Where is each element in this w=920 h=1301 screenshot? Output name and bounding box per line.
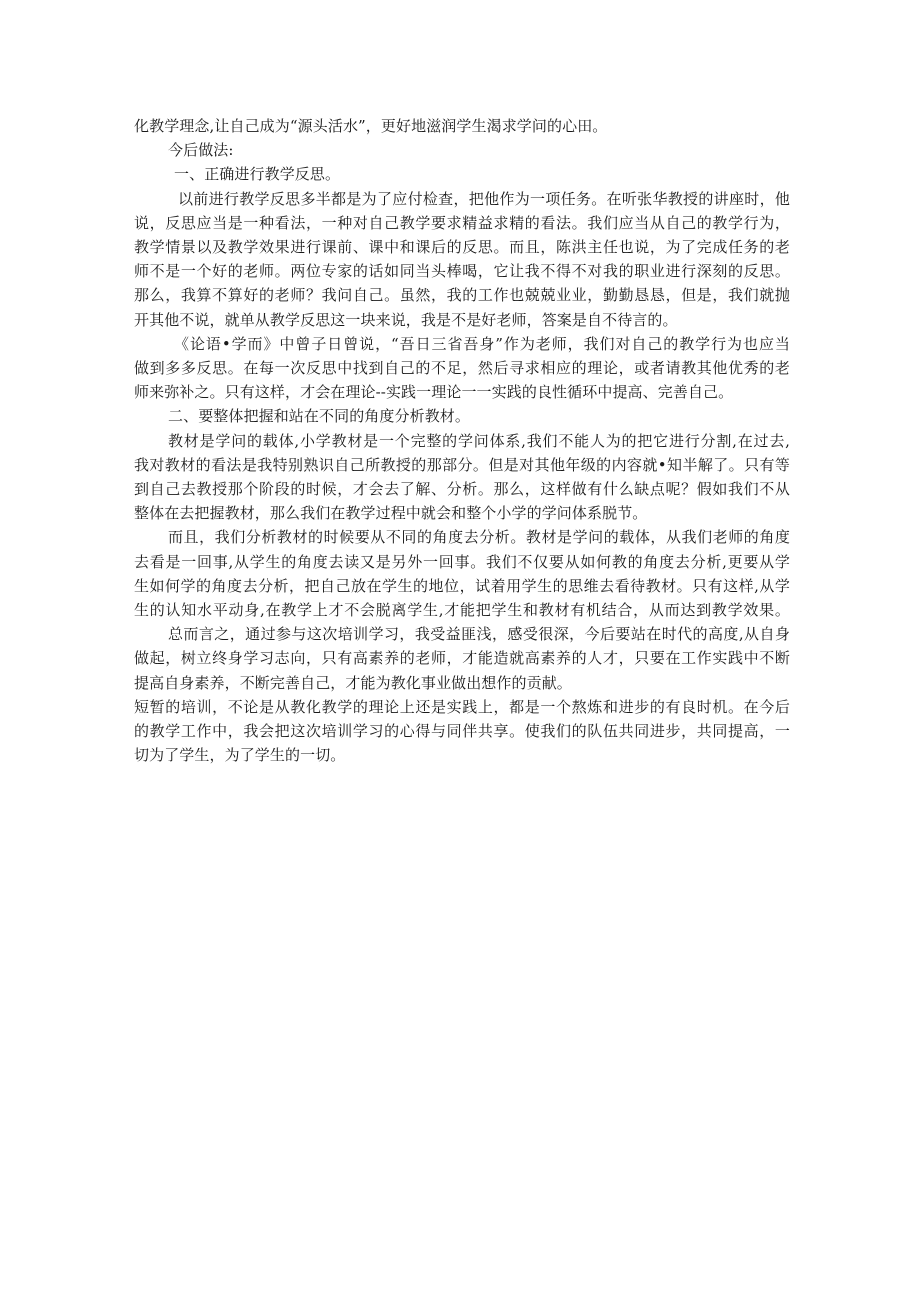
text-line: 到自己去教授那个阶段的时候，才会去了解、分析。那么，这样做有什么缺点呢？假如我们不从 <box>134 480 790 499</box>
text-line: 生如何学的角度去分析，把自己放在学生的地位，试着用学生的思维去看待教材。只有这样,从学 <box>134 576 790 595</box>
text-line: 教材是学问的载体,小学教材是一个完整的学问体系,我们不能人为的把它进行分割,在过去, <box>168 431 790 450</box>
text-line: 师不是一个好的老师。两位专家的话如同当头棒喝，它让我不得不对我的职业进行深刻的反思。 <box>134 262 790 281</box>
text-line: 而且，我们分析教材的时候要从不同的角度去分析。教材是学问的载体，从我们老师的角度 <box>168 528 790 547</box>
text-line: 短暂的培训，不论是从教化教学的理论上还是实践上，都是一个熬炼和进步的有良时机。在今后 <box>134 697 790 716</box>
text-line: 二、要整体把握和站在不同的角度分析教材。 <box>168 407 471 426</box>
text-line: 总而言之，通过参与这次培训学习，我受益匪浅，感受很深，今后要站在时代的高度,从自身 <box>168 625 790 644</box>
text-line: 做到多多反思。在每一次反思中找到自己的不足，然后寻求相应的理论，或者请教其他优秀的老 <box>134 359 790 378</box>
text-line: 我对教材的看法是我特别熟识自己所教授的那部分。但是对其他年级的内容就•知半解了。只有等 <box>134 455 790 474</box>
text-line: 今后做法: <box>168 141 234 160</box>
text-line: 师来弥补之。只有这样，才会在理论--实践一理论一一实践的良性循环中提高、完善自己。 <box>134 383 734 402</box>
text-line: 那么，我算不算好的老师？我问自己。虽然，我的工作也兢兢业业，勤勤恳恳，但是，我们就抛 <box>134 286 790 305</box>
text-line: 化教学理念,让自己成为“源头活水”，更好地滋润学生渴求学问的心田。 <box>134 117 608 135</box>
text-line: 开其他不说，就单从教学反思这一块来说，我是不是好老师，答案是自不待言的。 <box>134 310 678 329</box>
text-line: 以前进行教学反思多半都是为了应付检查，把他作为一项任务。在听张华教授的讲座时，他 <box>178 189 790 208</box>
text-line: 切为了学生，为了学生的一切。 <box>134 746 346 765</box>
text-line: 《论语•学而》中曾子日曾说，“吾日三省吾身”作为老师，我们对自己的教学行为也应当 <box>174 334 790 353</box>
text-line: 教学情景以及教学效果进行课前、课中和课后的反思。而且，陈洪主任也说，为了完成任务的老 <box>134 238 790 257</box>
text-line: 提高自身素养，不断完善自己，才能为教化事业做出想作的贡献。 <box>134 673 572 692</box>
text-line: 说，反思应当是一种看法，一种对自己教学要求精益求精的看法。我们应当从自己的教学行为， <box>134 213 790 232</box>
text-line: 的教学工作中，我会把这次培训学习的心得与同伴共享。使我们的队伍共同进步，共同提高，一 <box>134 722 790 741</box>
text-line: 生的认知水平动身,在教学上才不会脱离学生,才能把学生和教材有机结合，从而达到教学效果。 <box>134 601 790 620</box>
text-line: 去看是一回事,从学生的角度去读又是另外一回事。我们不仅要从如何教的角度去分析,更要从学 <box>134 552 790 571</box>
text-line: 一、正确进行教学反思。 <box>174 165 341 184</box>
text-line: 整体在去把握教材，那么我们在教学过程中就会和整个小学的学问体系脱节。 <box>134 504 648 523</box>
text-line: 做起，树立终身学习志向，只有高素养的老师，才能造就高素养的人才，只要在工作实践中不断 <box>134 649 790 668</box>
document-body <box>134 114 790 767</box>
